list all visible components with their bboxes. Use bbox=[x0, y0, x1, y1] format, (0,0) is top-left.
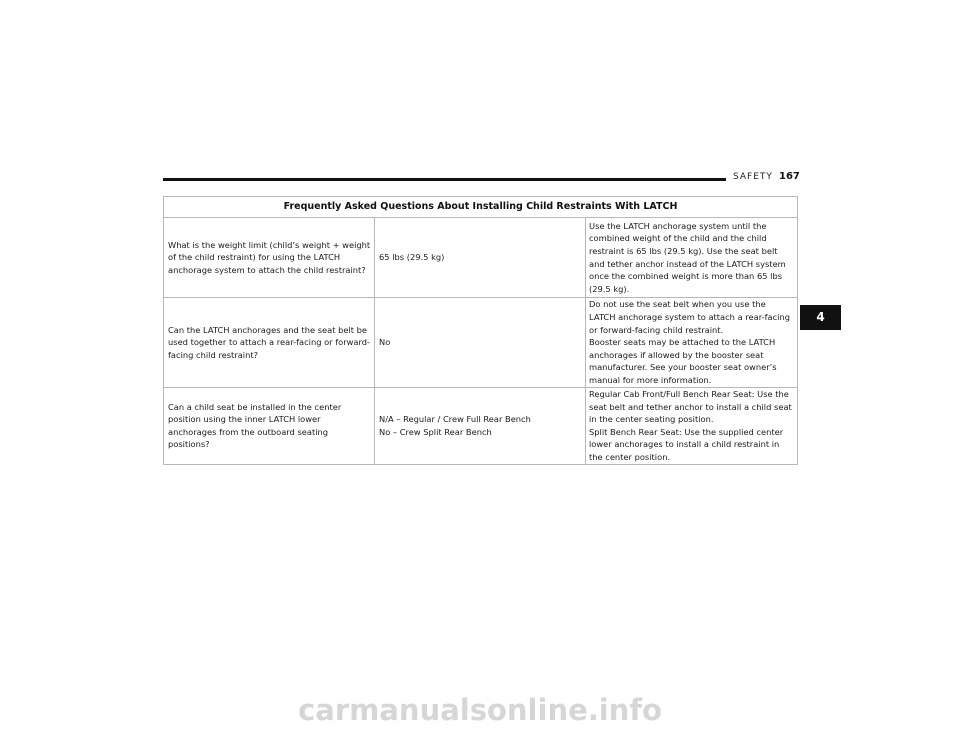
table-row bbox=[164, 388, 798, 465]
short-answer-cell bbox=[375, 388, 586, 465]
table-title: Frequently Asked Questions About Installing Child Restraints With LATCH bbox=[164, 197, 798, 218]
watermark: carmanualsonline.info bbox=[298, 693, 662, 727]
detail-cell bbox=[586, 298, 798, 388]
faq-table bbox=[163, 196, 798, 465]
detail-paragraph: Do not use the seat belt when you use the LATCH anchorage system to attach a rear-facing or forward-facing child restraint. bbox=[589, 299, 790, 335]
detail-cell bbox=[586, 388, 798, 465]
detail-paragraph: Regular Cab Front/Full Bench Rear Seat: Use the seat belt and tether anchor to install a child seat in the center seating position. bbox=[589, 389, 792, 425]
short-answer-line: N/A – Regular / Crew Full Rear Bench bbox=[379, 414, 531, 425]
section-name: SAFETY bbox=[733, 172, 773, 182]
detail-paragraph: Use the LATCH anchorage system until the combined weight of the child and the child restraint is 65 lbs (29.5 kg). Use the seat belt and tether anchor instead of the LATCH system once the combined weight is more than 65 lbs (29.5 kg). bbox=[589, 220, 786, 294]
question-cell: What is the weight limit (child’s weight + weight of the child restraint) for using the LATCH anchorage system to attach the child restraint? bbox=[164, 218, 375, 298]
question-cell: Can a child seat be installed in the center position using the inner LATCH lower anchorages from the outboard seating positions? bbox=[164, 388, 375, 465]
chapter-tab: 4 bbox=[800, 305, 841, 330]
question-cell: Can the LATCH anchorages and the seat belt be used together to attach a rear-facing or forward-facing child restraint? bbox=[164, 298, 375, 388]
page-number: 167 bbox=[779, 171, 800, 182]
table-row bbox=[164, 298, 798, 388]
detail-paragraph: Booster seats may be attached to the LATCH anchorages if allowed by the booster seat manufacturer. See your booster seat owner’s manual for more information. bbox=[589, 337, 777, 385]
short-answer-line: 65 lbs (29.5 kg) bbox=[379, 252, 445, 263]
detail-cell bbox=[586, 218, 798, 298]
header-rule bbox=[163, 178, 726, 181]
table-row bbox=[164, 218, 798, 298]
short-answer-cell bbox=[375, 298, 586, 388]
short-answer-line: No bbox=[379, 337, 391, 348]
short-answer-cell bbox=[375, 218, 586, 298]
detail-paragraph: Split Bench Rear Seat: Use the supplied center lower anchorages to install a child restraint in the center position. bbox=[589, 426, 784, 462]
short-answer-line: No – Crew Split Rear Bench bbox=[379, 426, 492, 437]
